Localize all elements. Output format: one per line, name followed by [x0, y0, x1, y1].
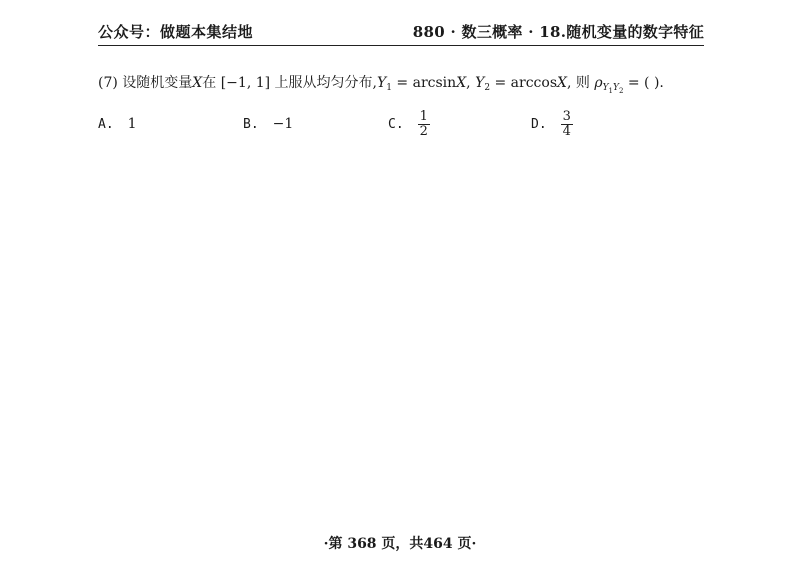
option-c-numerator: 1: [419, 108, 428, 124]
question-number: (7): [98, 75, 118, 91]
var-y2-sub: 2: [484, 83, 491, 93]
option-c-fraction: [418, 110, 430, 139]
option-a-letter: A.: [98, 116, 114, 132]
var-x: X: [192, 75, 203, 91]
eq-arcsin: = arcsin: [391, 75, 457, 91]
question-7: [98, 72, 664, 102]
comma-2: , 则: [566, 75, 590, 91]
answer-options: [98, 106, 618, 142]
option-b-value: −1: [272, 116, 294, 132]
question-text-1: 设随机变量: [122, 75, 193, 91]
header-source: 公众号：做题本集结地: [98, 23, 254, 41]
option-d-fraction: [561, 110, 573, 139]
rho-symbol: $\rho_{Y_1Y_2}$: [594, 75, 624, 95]
option-a[interactable]: [98, 106, 137, 142]
page-header: [98, 18, 704, 46]
option-c[interactable]: [388, 106, 430, 142]
eq-arccos: = arccos: [490, 75, 558, 91]
question-text-2: 在 [−1, 1] 上服从均匀分布,: [202, 75, 377, 91]
option-c-denominator: 2: [419, 123, 428, 139]
var-x-3: X: [557, 75, 567, 91]
option-c-letter: C.: [388, 116, 404, 132]
comma-1: ,: [466, 75, 471, 91]
option-d-denominator: 4: [562, 123, 571, 139]
question-tail: = ( ).: [623, 75, 664, 91]
var-x-2: X: [456, 75, 467, 91]
page-footer: ·第 368 页，共464 页·: [323, 536, 477, 552]
option-b[interactable]: [243, 106, 293, 142]
option-d-letter: D.: [531, 116, 547, 132]
var-y1: Y: [377, 75, 387, 91]
option-b-letter: B.: [243, 116, 259, 132]
header-chapter: 880 · 数三概率 · 18.随机变量的数字特征: [412, 23, 704, 41]
option-a-value: 1: [127, 116, 137, 132]
var-y1-sub: 1: [386, 83, 392, 93]
option-d-numerator: 3: [562, 108, 571, 124]
option-d[interactable]: [531, 106, 573, 142]
var-y2: Y: [475, 75, 485, 91]
